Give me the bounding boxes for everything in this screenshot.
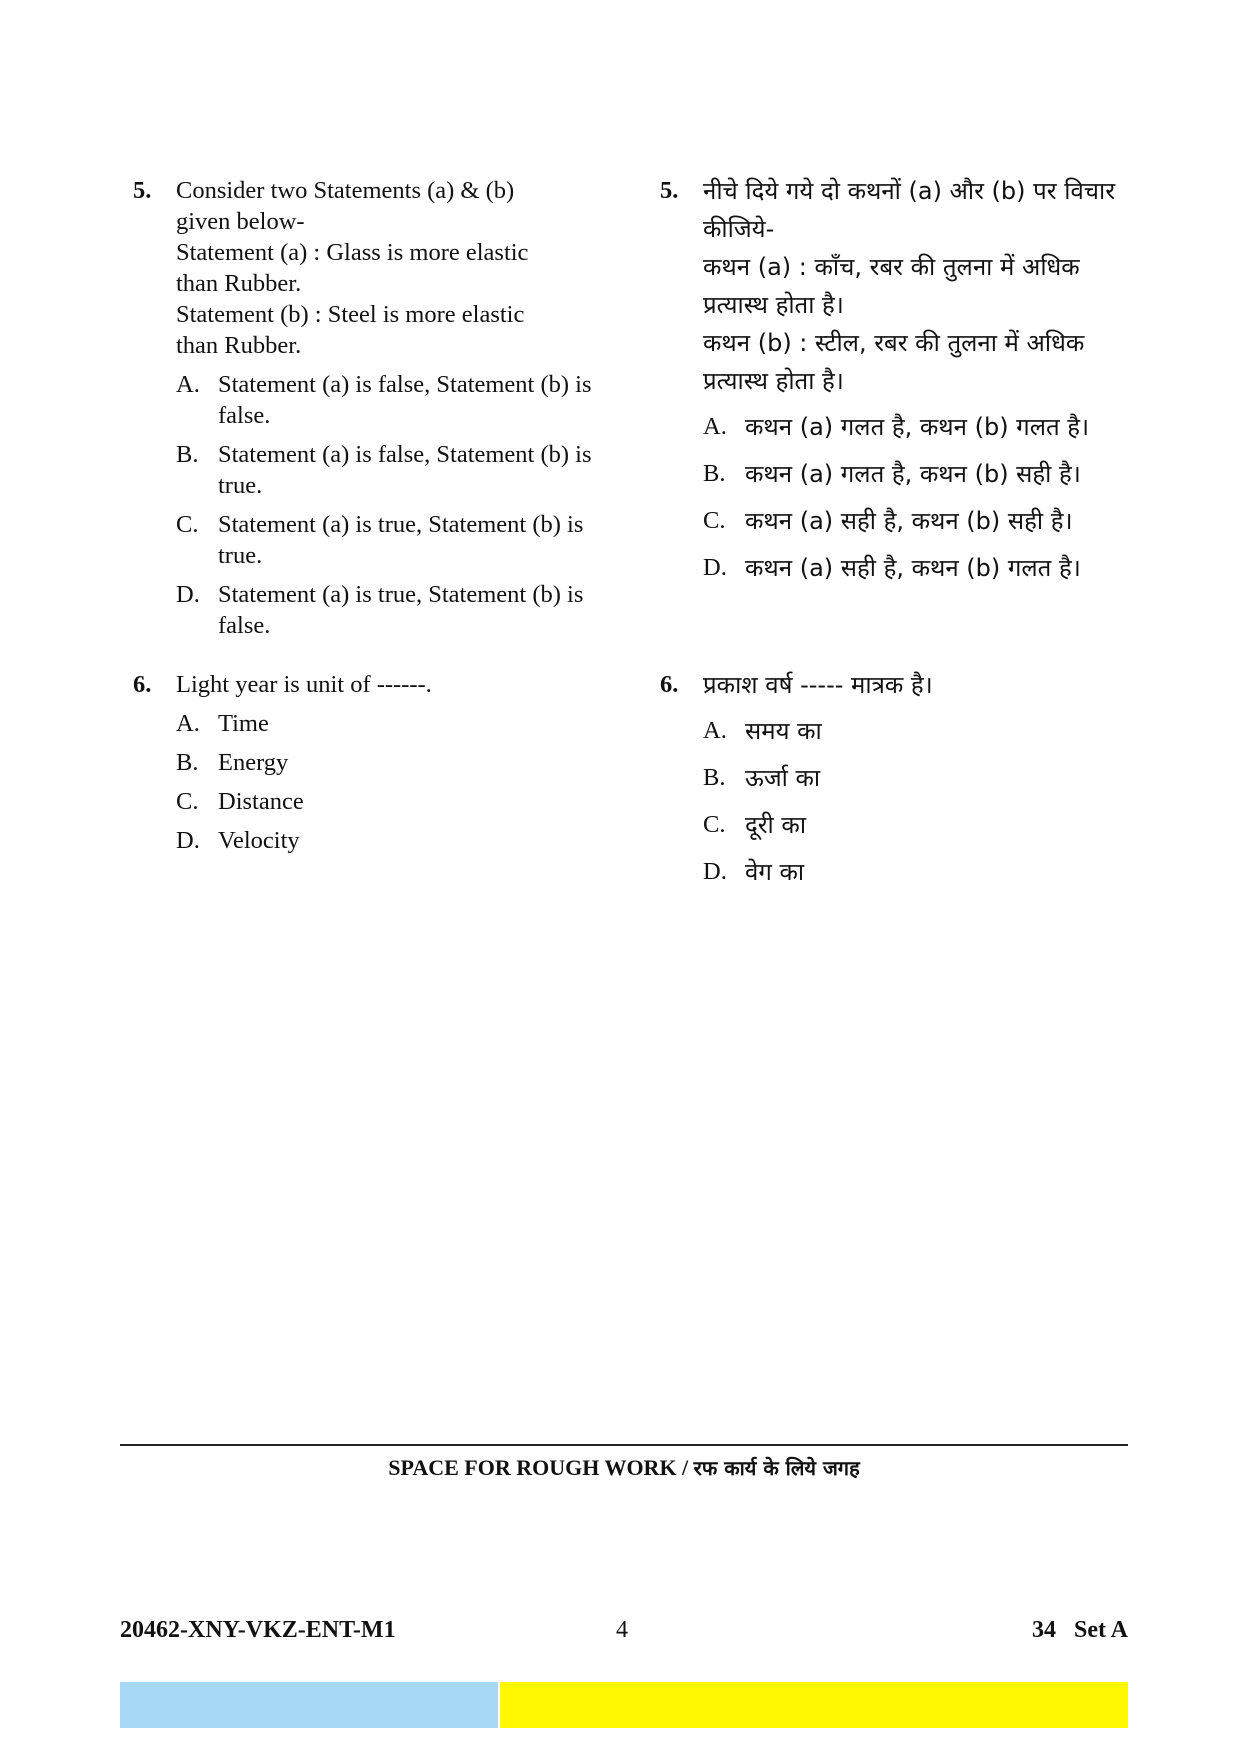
option-d xyxy=(703,549,1120,587)
question-number: 6. xyxy=(660,671,679,698)
option-d xyxy=(703,853,1120,891)
option-label: C. xyxy=(703,507,726,534)
option-c xyxy=(176,786,613,817)
option-text: दूरी का xyxy=(745,811,807,839)
option-label: A. xyxy=(703,717,727,744)
stem-line: नीचे दिये गये दो कथनों (a) और (b) पर विचार xyxy=(703,177,1116,205)
stem-line: Statement (a) : Glass is more elastic xyxy=(176,239,529,266)
stem-line: given below- xyxy=(176,208,305,235)
option-c xyxy=(703,806,1120,844)
option-text: Statement (a) is true, Statement (b) is true. xyxy=(218,511,584,569)
option-label: A. xyxy=(176,371,200,398)
option-label: D. xyxy=(703,554,727,581)
stem-line: Statement (b) : Steel is more elastic xyxy=(176,301,525,328)
stem-line: प्रकाश वर्ष ----- मात्रक है। xyxy=(703,671,933,699)
option-label: C. xyxy=(703,811,726,838)
option-text: वेग का xyxy=(745,858,805,886)
rough-work-heading xyxy=(120,1454,1128,1481)
option-text: Distance xyxy=(218,788,304,815)
options-list xyxy=(176,369,613,641)
stem-line: प्रत्यास्थ होता है। xyxy=(703,367,844,395)
option-label: D. xyxy=(703,858,727,885)
option-label: A. xyxy=(176,710,200,737)
option-text: ऊर्जा का xyxy=(745,764,821,792)
question-stem xyxy=(176,669,613,700)
question-stem xyxy=(703,172,1120,400)
option-text: कथन (a) गलत है, कथन (b) गलत है। xyxy=(745,413,1090,441)
option-label: C. xyxy=(176,511,199,538)
option-b xyxy=(703,759,1120,797)
option-text: Energy xyxy=(218,749,289,776)
option-label: D. xyxy=(176,827,200,854)
stem-line: कथन (b) : स्टील, रबर की तुलना में अधिक xyxy=(703,329,1085,357)
option-text: कथन (a) सही है, कथन (b) सही है। xyxy=(745,507,1073,535)
rough-work-hindi: रफ कार्य के लिये जगह xyxy=(693,1456,860,1480)
option-text: Statement (a) is false, Statement (b) is true. xyxy=(218,441,592,499)
option-label: B. xyxy=(703,460,726,487)
question-6-hi xyxy=(660,666,1120,900)
question-5-hi xyxy=(660,172,1120,596)
option-c xyxy=(703,502,1120,540)
question-number: 5. xyxy=(660,177,679,204)
stem-line: प्रत्यास्थ होता है। xyxy=(703,291,844,319)
option-d xyxy=(176,825,613,856)
option-label: A. xyxy=(703,413,727,440)
option-label: D. xyxy=(176,581,200,608)
stem-line: than Rubber. xyxy=(176,332,302,359)
stem-line: कीजिये- xyxy=(703,215,775,243)
options-list xyxy=(703,408,1120,587)
question-6-en xyxy=(133,669,613,864)
option-text: Velocity xyxy=(218,827,300,854)
question-stem xyxy=(703,666,1120,704)
option-d xyxy=(176,579,613,641)
option-b xyxy=(703,455,1120,493)
divider-rule xyxy=(120,1444,1128,1446)
option-b xyxy=(176,439,613,501)
stem-line: Consider two Statements (a) & (b) xyxy=(176,177,515,204)
options-list xyxy=(703,712,1120,891)
option-label: B. xyxy=(703,764,726,791)
option-a xyxy=(703,712,1120,750)
yellow-color-bar xyxy=(500,1682,1128,1728)
option-a xyxy=(176,708,613,739)
option-text: कथन (a) सही है, कथन (b) गलत है। xyxy=(745,554,1081,582)
stem-line: कथन (a) : काँच, रबर की तुलना में अधिक xyxy=(703,253,1080,281)
option-text: समय का xyxy=(745,717,822,745)
question-number: 5. xyxy=(133,177,152,204)
option-a xyxy=(176,369,613,431)
option-text: Statement (a) is false, Statement (b) is false. xyxy=(218,371,592,429)
option-b xyxy=(176,747,613,778)
stem-line: than Rubber. xyxy=(176,270,302,297)
page-number: 4 xyxy=(616,1617,628,1643)
option-c xyxy=(176,509,613,571)
question-number: 6. xyxy=(133,671,152,698)
stem-line: Light year is unit of ------. xyxy=(176,671,432,698)
option-text: Statement (a) is true, Statement (b) is false. xyxy=(218,581,584,639)
question-stem xyxy=(176,175,613,361)
option-label: C. xyxy=(176,788,199,815)
set-label: 34 Set A xyxy=(1032,1617,1128,1643)
paper-code: 20462-XNY-VKZ-ENT-M1 xyxy=(120,1617,396,1643)
option-label: B. xyxy=(176,749,199,776)
option-text: कथन (a) गलत है, कथन (b) सही है। xyxy=(745,460,1081,488)
option-label: B. xyxy=(176,441,199,468)
options-list xyxy=(176,708,613,856)
rough-work-english: SPACE FOR ROUGH WORK / xyxy=(388,1455,689,1480)
blue-color-bar xyxy=(120,1682,498,1728)
option-text: Time xyxy=(218,710,269,737)
question-5-en xyxy=(133,175,613,649)
option-a xyxy=(703,408,1120,446)
